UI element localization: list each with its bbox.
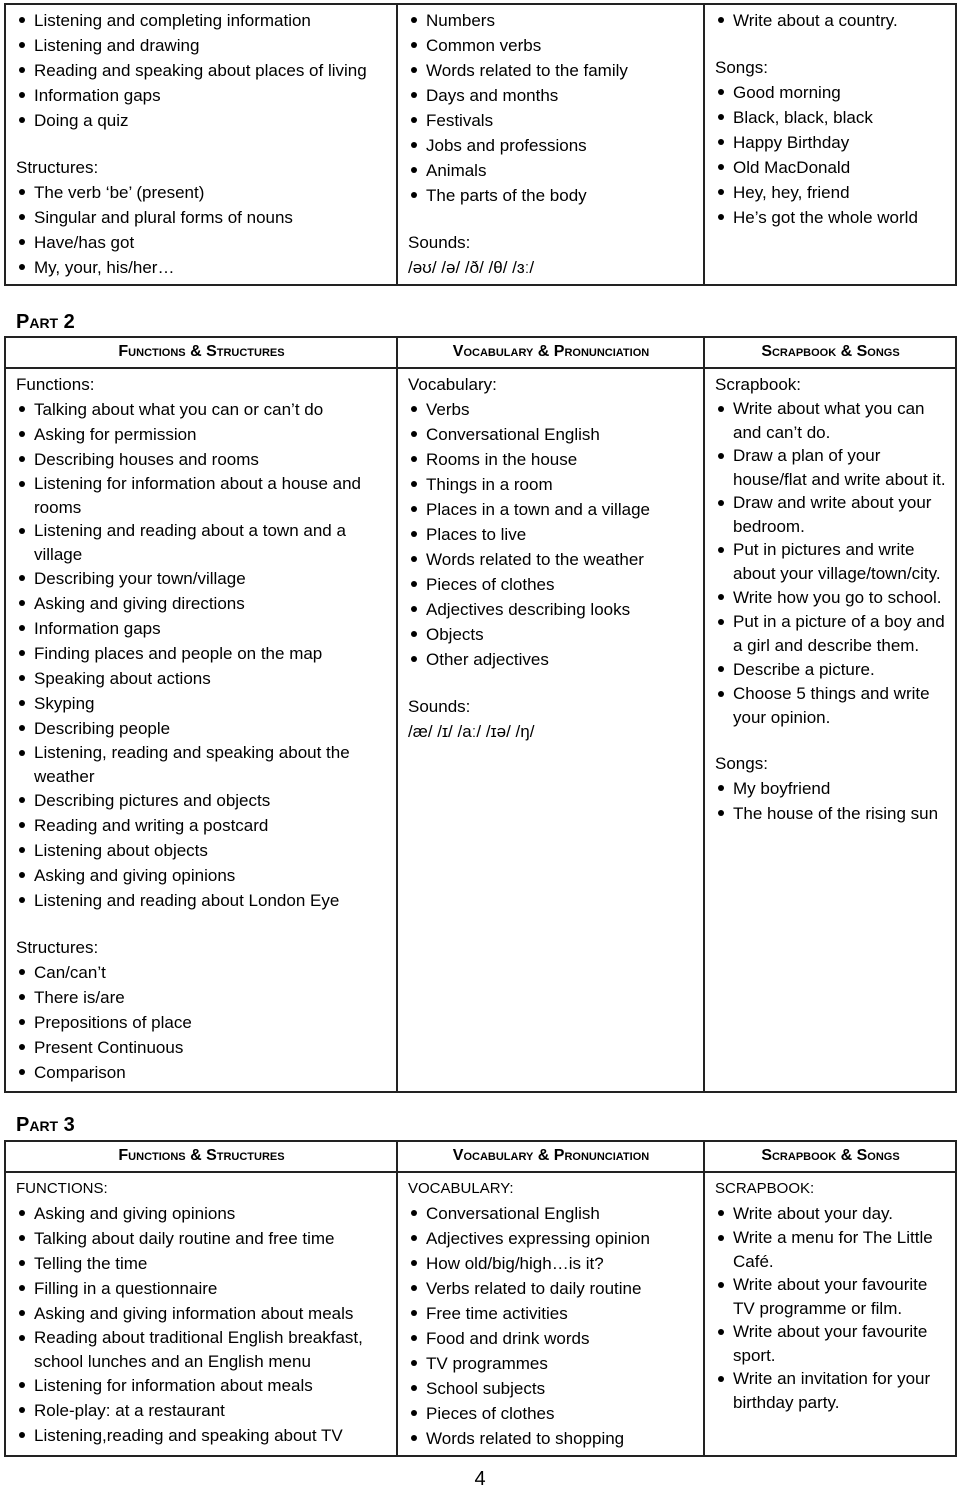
part2-functions-cell (5, 368, 397, 1092)
list-item: Asking and giving opinions (16, 1201, 387, 1226)
list-item: TV programmes (408, 1351, 694, 1376)
list-item: Places in a town and a village (408, 497, 694, 522)
list-item: Words related to the family (408, 58, 694, 83)
list-item: Rooms in the house (408, 447, 694, 472)
list-item: Asking and giving information about meals (16, 1301, 387, 1326)
list-item: Asking and giving opinions (16, 863, 387, 888)
part3-functions-cell (5, 1172, 397, 1456)
part2-vocabulary-list (408, 397, 694, 672)
list-item: Listening,reading and speaking about TV (16, 1423, 387, 1448)
list-item: Listening about objects (16, 838, 387, 863)
list-item: Comparison (16, 1060, 387, 1085)
list-item: Talking about what you can or can’t do (16, 397, 387, 422)
list-item: Write about your favourite sport. (715, 1320, 946, 1367)
list-item: Conversational English (408, 1201, 694, 1226)
list-item: Role-play: at a restaurant (16, 1398, 387, 1423)
part1-vocabulary-list (408, 8, 694, 208)
part3-scrapbook-cell (704, 1172, 956, 1456)
list-item: Hey, hey, friend (715, 180, 946, 205)
list-item: Speaking about actions (16, 666, 387, 691)
list-item: Old MacDonald (715, 155, 946, 180)
list-item: The verb ‘be’ (present) (16, 180, 387, 205)
list-item: My boyfriend (715, 776, 946, 801)
list-item: Pieces of clothes (408, 1401, 694, 1426)
part2-row (5, 368, 956, 1092)
part2-title: Part 2 (16, 311, 75, 333)
list-item: Choose 5 things and write your opinion. (715, 682, 946, 729)
list-item: Numbers (408, 8, 694, 33)
list-item: School subjects (408, 1376, 694, 1401)
list-item: Can/can’t (16, 960, 387, 985)
list-item: Objects (408, 622, 694, 647)
vocabulary-heading: Vocabulary: (408, 375, 497, 394)
part2-header-row (5, 337, 956, 368)
part3-scrapbook-list (715, 1201, 946, 1414)
list-item: Things in a room (408, 472, 694, 497)
list-item: Free time activities (408, 1301, 694, 1326)
part2-scrapbook-list (715, 397, 946, 729)
list-item: Singular and plural forms of nouns (16, 205, 387, 230)
scrapbook-heading: SCRAPBOOK: (715, 1180, 815, 1197)
list-item: Skyping (16, 691, 387, 716)
list-item: Have/has got (16, 230, 387, 255)
list-item: Write about what you can and can’t do. (715, 397, 946, 444)
list-item: Common verbs (408, 33, 694, 58)
part1-table (4, 3, 957, 286)
list-item: Write an invitation for your birthday party. (715, 1367, 946, 1414)
column-header: Scrapbook & Songs (704, 1141, 956, 1172)
list-item: Reading about traditional English breakfast, school lunches and an English menu (16, 1326, 387, 1373)
list-item: Adjectives describing looks (408, 597, 694, 622)
column-header: Vocabulary & Pronunciation (397, 337, 704, 368)
column-header: Functions & Structures (5, 1141, 397, 1172)
list-item: Reading and speaking about places of living (16, 58, 387, 83)
part1-row (5, 4, 956, 285)
part3-functions-list (16, 1201, 387, 1448)
part2-songs-list (715, 776, 946, 826)
part3-vocabulary-list (408, 1201, 694, 1451)
part3-vocabulary-cell (397, 1172, 704, 1456)
list-item: Words related to the weather (408, 547, 694, 572)
list-item: Information gaps (16, 83, 387, 108)
part2-structures-list (16, 960, 387, 1085)
list-item: Describing pictures and objects (16, 788, 387, 813)
column-header: Scrapbook & Songs (704, 337, 956, 368)
part3-title: Part 3 (16, 1114, 75, 1136)
list-item: Listening, reading and speaking about the weather (16, 741, 387, 788)
part3-table (4, 1140, 957, 1457)
list-item: Listening and reading about a town and a village (16, 519, 387, 566)
list-item: Telling the time (16, 1251, 387, 1276)
list-item: Write about your favourite TV programme or film. (715, 1273, 946, 1320)
list-item: Talking about daily routine and free time (16, 1226, 387, 1251)
part2-vocabulary-cell (397, 368, 704, 1092)
structures-heading: Structures: (16, 938, 99, 957)
list-item: Asking for permission (16, 422, 387, 447)
list-item: Days and months (408, 83, 694, 108)
list-item: Information gaps (16, 616, 387, 641)
list-item: Write about a country. (715, 8, 946, 33)
list-item: The house of the rising sun (715, 801, 946, 826)
scrapbook-heading: Scrapbook: (715, 375, 801, 394)
list-item: Animals (408, 158, 694, 183)
list-item: Black, black, black (715, 105, 946, 130)
part3-header-row (5, 1141, 956, 1172)
list-item: Doing a quiz (16, 108, 387, 133)
list-item: The parts of the body (408, 183, 694, 208)
songs-heading: Songs: (715, 754, 768, 773)
list-item: Write how you go to school. (715, 585, 946, 610)
functions-heading: Functions: (16, 375, 95, 394)
list-item: Finding places and people on the map (16, 641, 387, 666)
column-header: Functions & Structures (5, 337, 397, 368)
list-item: Words related to shopping (408, 1426, 694, 1451)
part1-structures-list (16, 180, 387, 280)
list-item: Listening and completing information (16, 8, 387, 33)
list-item: Verbs related to daily routine (408, 1276, 694, 1301)
part1-functions-list (16, 8, 387, 133)
list-item: Reading and writing a postcard (16, 813, 387, 838)
part2-functions-list (16, 397, 387, 913)
list-item: Draw a plan of your house/flat and write about it. (715, 444, 946, 491)
structures-heading: Structures: (16, 158, 99, 177)
list-item: Verbs (408, 397, 694, 422)
sounds-text: /æ/ /ɪ/ /aː/ /ɪə/ /ŋ/ (408, 722, 535, 741)
list-item: Filling in a questionnaire (16, 1276, 387, 1301)
list-item: Write a menu for The Little Café. (715, 1226, 946, 1273)
list-item: Food and drink words (408, 1326, 694, 1351)
list-item: My, your, his/her… (16, 255, 387, 280)
list-item: Draw and write about your bedroom. (715, 491, 946, 538)
list-item: Describing your town/village (16, 566, 387, 591)
list-item: Adjectives expressing opinion (408, 1226, 694, 1251)
list-item: Listening and reading about London Eye (16, 888, 387, 913)
list-item: There is/are (16, 985, 387, 1010)
list-item: Jobs and professions (408, 133, 694, 158)
list-item: Places to live (408, 522, 694, 547)
list-item: Present Continuous (16, 1035, 387, 1060)
part1-vocabulary-cell (397, 4, 704, 285)
sounds-heading: Sounds: (408, 697, 471, 716)
part1-songs-list (715, 80, 946, 230)
part2-table (4, 336, 957, 1093)
list-item: Prepositions of place (16, 1010, 387, 1035)
list-item: He’s got the whole world (715, 205, 946, 230)
page-number: 4 (474, 1468, 486, 1490)
list-item: Describe a picture. (715, 657, 946, 682)
list-item: Describing people (16, 716, 387, 741)
list-item: Asking and giving directions (16, 591, 387, 616)
list-item: Happy Birthday (715, 130, 946, 155)
part1-functions-cell (5, 4, 397, 285)
list-item: Pieces of clothes (408, 572, 694, 597)
list-item: Put in pictures and write about your village/town/city. (715, 538, 946, 585)
part3-row (5, 1172, 956, 1456)
part1-scrapbook-cell (704, 4, 956, 285)
list-item: Good morning (715, 80, 946, 105)
part2-scrapbook-cell (704, 368, 956, 1092)
list-item: Conversational English (408, 422, 694, 447)
sounds-text: /əʊ/ /ə/ /ð/ /θ/ /ɜː/ (408, 258, 535, 277)
list-item: Listening for information about meals (16, 1373, 387, 1398)
list-item: Listening for information about a house and rooms (16, 472, 387, 519)
list-item: Other adjectives (408, 647, 694, 672)
vocabulary-heading: VOCABULARY: (408, 1180, 514, 1197)
list-item: How old/big/high…is it? (408, 1251, 694, 1276)
part1-scrapbook-list (715, 8, 946, 33)
functions-heading: FUNCTIONS: (16, 1180, 108, 1197)
list-item: Listening and drawing (16, 33, 387, 58)
list-item: Festivals (408, 108, 694, 133)
songs-heading: Songs: (715, 58, 768, 77)
list-item: Describing houses and rooms (16, 447, 387, 472)
sounds-heading: Sounds: (408, 233, 471, 252)
list-item: Write about your day. (715, 1201, 946, 1226)
column-header: Vocabulary & Pronunciation (397, 1141, 704, 1172)
list-item: Put in a picture of a boy and a girl and describe them. (715, 610, 946, 657)
